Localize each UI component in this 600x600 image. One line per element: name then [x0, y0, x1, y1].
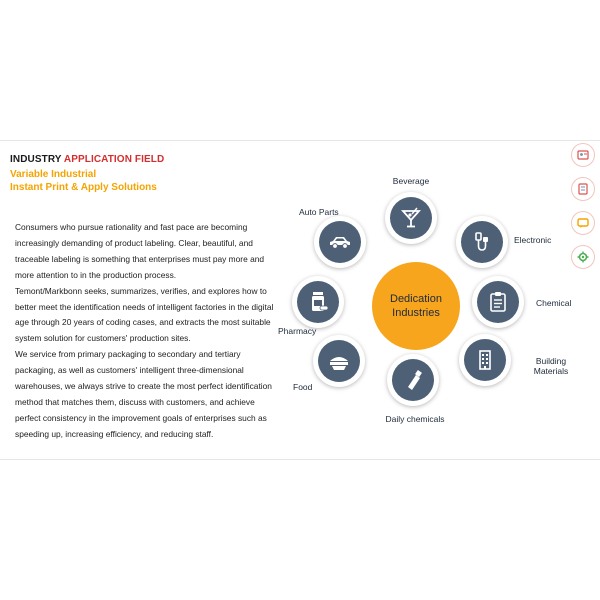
chat-button[interactable] — [571, 211, 595, 235]
medicine-bottle-icon — [305, 289, 331, 315]
industry-label-electronic: Electronic — [514, 235, 552, 245]
pie-icon — [326, 348, 352, 374]
industry-label-auto-parts: Auto Parts — [299, 207, 339, 217]
industry-node-beverage[interactable] — [385, 192, 437, 244]
section-heading: INDUSTRY APPLICATION FIELD — [10, 154, 165, 165]
subtitle-print-apply: Instant Print & Apply Solutions — [10, 182, 157, 193]
description-text — [15, 220, 277, 443]
paragraph-1: Consumers who pursue rationality and fast pace are becoming increasingly demanding of product labeling. Clear, beautiful, and traceable labeling is something that enterprises must pay more and more attention to in the production process. — [15, 222, 265, 280]
car-icon — [327, 229, 353, 255]
clipboard-icon — [485, 289, 511, 315]
industry-label-beverage: Beverage — [392, 176, 430, 186]
industry-label-food: Food — [293, 382, 313, 392]
industry-node-auto-parts[interactable] — [314, 216, 366, 268]
industry-node-food[interactable] — [313, 335, 365, 387]
paragraph-2: Temont/Markbonn seeks, summarizes, verifies, and explores how to better meet the identification needs of intelligent factories in the digital age through 20 years of coding cases, and extracts the most suitable system solution for customers' production sites. — [15, 285, 274, 344]
settings-button[interactable] — [571, 245, 595, 269]
settings-icon — [576, 250, 590, 264]
subtitle-variable-industrial: Variable Industrial — [10, 169, 97, 180]
industry-node-chemical[interactable] — [472, 276, 524, 328]
usb-cable-icon — [469, 229, 495, 255]
tube-icon — [400, 367, 426, 393]
industry-label-building-materials: Building Materials — [533, 356, 569, 376]
contact-button[interactable] — [571, 143, 595, 167]
paragraph-3: We service from primary packaging to secondary and tertiary packaging, as well as customers' intelligent three-dimensional warehouses, we always strive to create the most perfect identification method that matches them, discuss with customers, and achieve perfect consistency in the improvement goals of enterprises such as speeding up, increasing efficiency, and reducing staff. — [15, 349, 272, 439]
industry-node-building-materials[interactable] — [459, 334, 511, 386]
chat-icon — [576, 216, 590, 230]
dedication-industries-hub — [372, 262, 460, 350]
industry-label-chemical: Chemical — [536, 298, 572, 308]
hub-line-1: Dedication — [390, 293, 442, 305]
message-button[interactable] — [571, 177, 595, 201]
industry-node-electronic[interactable] — [456, 216, 508, 268]
contact-icon — [576, 148, 590, 162]
industry-label-pharmacy: Pharmacy — [278, 326, 317, 336]
hub-line-2: Industries — [392, 307, 440, 319]
industry-node-daily-chemicals[interactable] — [387, 354, 439, 406]
heading-highlight: APPLICATION FIELD — [63, 154, 165, 165]
message-icon — [576, 182, 590, 196]
industry-label-daily-chemicals: Daily chemicals — [385, 414, 445, 424]
cocktail-glass-icon — [398, 205, 424, 231]
building-icon — [472, 347, 498, 373]
industry-node-pharmacy[interactable] — [292, 276, 344, 328]
